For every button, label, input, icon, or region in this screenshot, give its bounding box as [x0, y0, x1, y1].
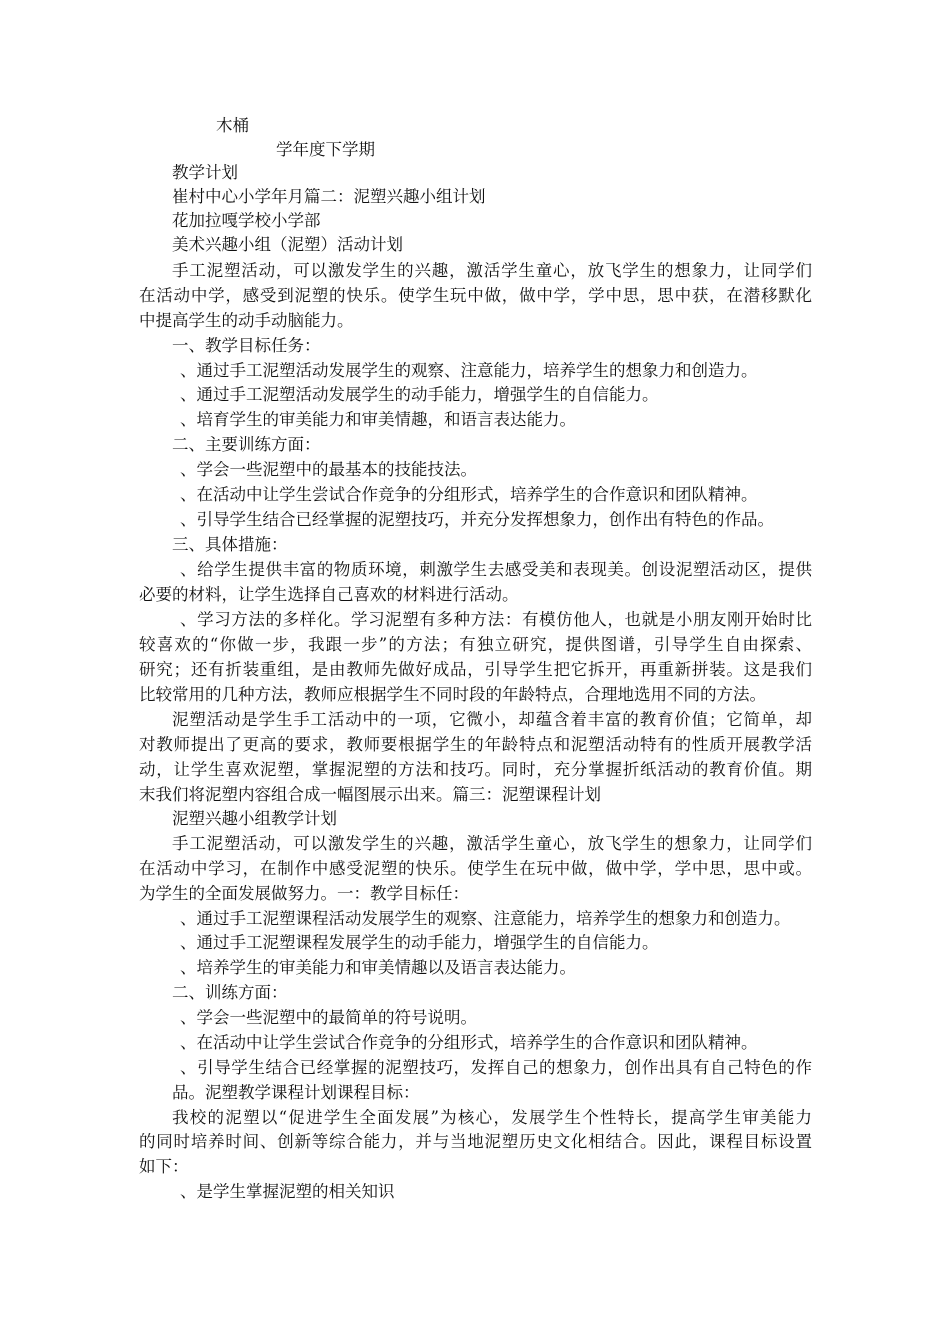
text-line: 末我们将泥塑内容组合成一幅图展示出来。篇三：泥塑课程计划 [139, 785, 601, 804]
text-line: 花加拉嘎学校小学部 [172, 211, 321, 230]
text-line: 、引导学生结合已经掌握的泥塑技巧，并充分发挥想象力，创作出有特色的作品。 [180, 510, 774, 529]
text-line: 学年度下学期 [276, 140, 375, 159]
text-line: 、通过手工泥塑活动发展学生的观察、注意能力，培养学生的想象力和创造力。 [180, 361, 758, 380]
text-line: 较喜欢的“你做一步，我跟一步”的方法；有独立研究，提供图谱，引导学生自由探索、 [139, 635, 812, 654]
text-line: 研究；还有折装重组，是由教师先做好成品，引导学生把它拆开，再重新拼装。这是我们 [139, 660, 812, 679]
text-line: 动，让学生喜欢泥塑，掌握泥塑的方法和技巧。同时，充分掌握折纸活动的教育价值。期 [139, 760, 812, 779]
text-line: 为学生的全面发展做努力。一：教学目标任： [139, 884, 469, 903]
text-line: 对教师提出了更高的要求，教师要根据学生的年龄特点和泥塑活动特有的性质开展教学活 [139, 735, 812, 754]
text-line: 、通过手工泥塑课程活动发展学生的观察、注意能力，培养学生的想象力和创造力。 [180, 909, 791, 928]
text-line: 美术兴趣小组（泥塑）活动计划 [172, 235, 403, 254]
text-line: 、培养学生的审美能力和审美情趣以及语言表达能力。 [180, 958, 576, 977]
text-line: 泥塑活动是学生手工活动中的一项，它微小，却蕴含着丰富的教育价值；它简单，却 [172, 710, 812, 729]
text-line: 、培育学生的审美能力和审美情趣，和语言表达能力。 [180, 410, 576, 429]
text-line: 一、教学目标任务： [172, 336, 321, 355]
text-line: 中提高学生的动手动脑能力。 [139, 311, 354, 330]
text-line: 二、训练方面： [172, 983, 288, 1002]
text-line: 、在活动中让学生尝试合作竞争的分组形式，培养学生的合作意识和团队精神。 [180, 485, 758, 504]
text-line: 泥塑兴趣小组教学计划 [172, 809, 337, 828]
text-line: 、通过手工泥塑课程发展学生的动手能力，增强学生的自信能力。 [180, 933, 659, 952]
text-line: 、引导学生结合已经掌握的泥塑技巧，发挥自己的想象力，创作出具有自己特色的作 [180, 1058, 812, 1077]
text-line: 在活动中学习，在制作中感受泥塑的快乐。使学生在玩中做，做中学，学中思，思中或。 [139, 859, 812, 878]
text-line: 、在活动中让学生尝试合作竞争的分组形式，培养学生的合作意识和团队精神。 [180, 1033, 758, 1052]
text-line: 、通过手工泥塑活动发展学生的动手能力，增强学生的自信能力。 [180, 385, 659, 404]
text-line: 、是学生掌握泥塑的相关知识 [180, 1182, 395, 1201]
text-line: 手工泥塑活动，可以激发学生的兴趣，激活学生童心，放飞学生的想象力，让同学们 [172, 261, 812, 280]
text-line: 品。泥塑教学课程计划课程目标： [172, 1083, 420, 1102]
text-line: 手工泥塑活动，可以激发学生的兴趣，激活学生童心，放飞学生的想象力，让同学们 [172, 834, 812, 853]
text-line: 、学会一些泥塑中的最简单的符号说明。 [180, 1008, 477, 1027]
text-line: 的同时培养时间、创新等综合能力，并与当地泥塑历史文化相结合。因此，课程目标设置 [139, 1132, 812, 1151]
text-line: 教学计划 [172, 163, 238, 182]
text-line: 三、具体措施： [172, 535, 288, 554]
text-line: 木桶 [216, 116, 249, 135]
text-line: 比较常用的几种方法，教师应根据学生不同时段的年龄特点，合理地选用不同的方法。 [139, 685, 766, 704]
text-line: 如下： [139, 1157, 189, 1176]
text-line: 、学会一些泥塑中的最基本的技能技法。 [180, 460, 477, 479]
text-line: 、给学生提供丰富的物质环境，刺激学生去感受美和表现美。创设泥塑活动区，提供 [180, 560, 812, 579]
text-line: 我校的泥塑以“促进学生全面发展”为核心，发展学生个性特长，提高学生审美能力 [172, 1108, 812, 1127]
text-line: 必要的材料，让学生选择自己喜欢的材料进行活动。 [139, 585, 519, 604]
text-line: 、学习方法的多样化。学习泥塑有多种方法：有模仿他人，也就是小朋友刚开始时比 [180, 610, 812, 629]
text-line: 在活动中学，感受到泥塑的快乐。使学生玩中做，做中学，学中思，思中获，在潜移默化 [139, 286, 812, 305]
text-line: 二、主要训练方面： [172, 435, 321, 454]
text-line: 崔村中心小学年月篇二：泥塑兴趣小组计划 [172, 187, 486, 206]
